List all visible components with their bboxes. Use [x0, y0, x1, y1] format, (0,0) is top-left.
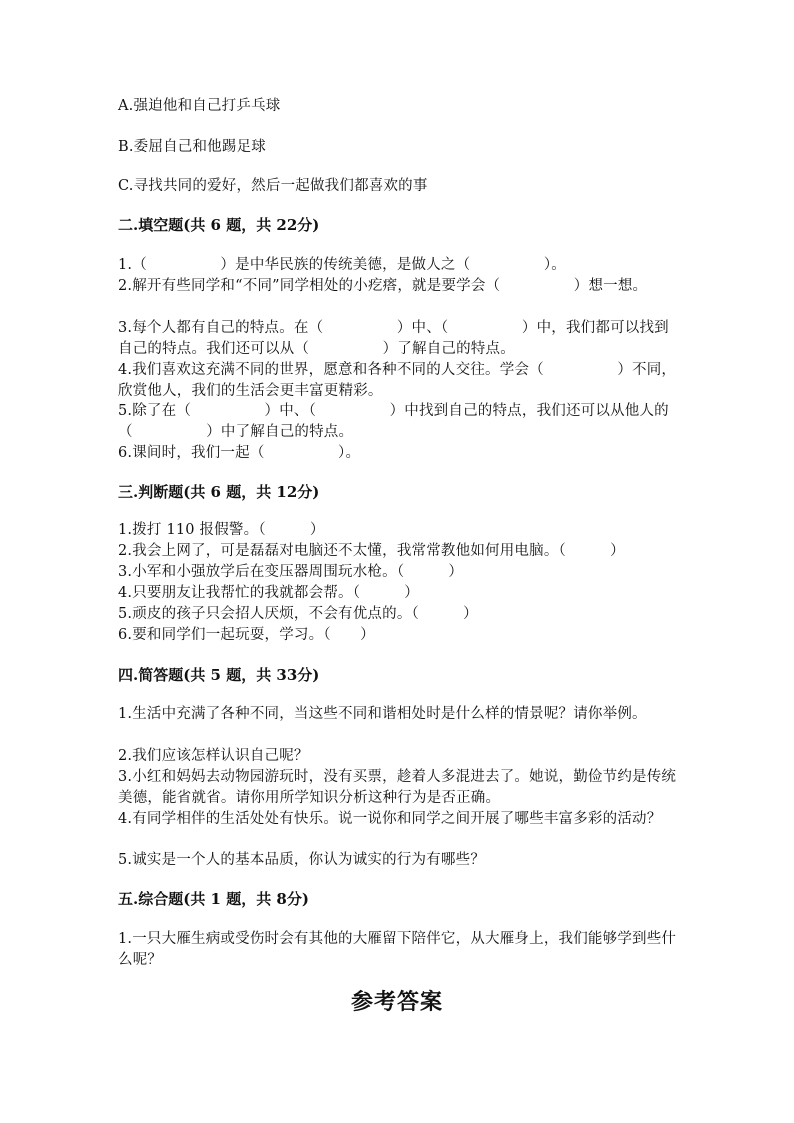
short-answer-question: 5.诚实是一个人的基本品质，你认为诚实的行为有哪些？ [118, 852, 486, 868]
fill-in-question: 1.（ ）是中华民族的传统美德，是做人之（ ）。 [118, 257, 566, 273]
section-heading-comprehensive: 五.综合题(共 1 题，共 8分) [118, 890, 309, 908]
option-b: B.委屈自己和他踢足球 [118, 139, 266, 155]
fill-in-question: 5.除了在（ ）中、（ ）中找到自己的特点，我们还可以从他人的（ ）中了解自己的特点。 [118, 403, 669, 440]
true-false-question: 1.拨打 110 报假警。（ ） [118, 522, 325, 538]
true-false-question: 4.只要朋友让我帮忙的我就都会帮。（ ） [118, 585, 419, 601]
fill-in-question: 3.每个人都有自己的特点。在（ ）中、（ ）中，我们都可以找到自己的特点。我们还可以从（ ）了解自己的特点。 [118, 320, 669, 357]
option-a: A.强迫他和自己打乒乓球 [118, 98, 281, 114]
fill-in-question: 6.课间时，我们一起（ ）。 [118, 445, 361, 461]
section-heading-fill-in: 二.填空题(共 6 题，共 22分) [118, 216, 320, 234]
fill-in-question: 4.我们喜欢这充满不同的世界，愿意和各种不同的人交往。学会（ ）不同，欣赏他人，我们的生活会更丰富更精彩。 [118, 362, 677, 399]
true-false-question: 5.顽皮的孩子只会招人厌烦，不会有优点的。（ ） [118, 606, 478, 622]
true-false-question: 2.我会上网了，可是磊磊对电脑还不太懂，我常常教他如何用电脑。（ ） [118, 543, 625, 559]
true-false-question: 3.小军和小强放学后在变压器周围玩水枪。（ ） [118, 564, 464, 580]
short-answer-question: 2.我们应该怎样认识自己呢？ [118, 748, 309, 764]
answer-key-title: 参考答案 [350, 989, 443, 1015]
section-heading-true-false: 三.判断题(共 6 题，共 12分) [118, 483, 320, 501]
fill-in-question: 2.解开有些同学和“不同”同学相处的小疙瘩，就是要学会（ ）想一想。 [118, 278, 648, 294]
comprehensive-question: 1.一只大雁生病或受伤时会有其他的大雁留下陪伴它，从大雁身上，我们能够学到些什么呢？ [118, 931, 677, 968]
option-c: C.寻找共同的爱好，然后一起做我们都喜欢的事 [118, 178, 428, 194]
short-answer-question: 1.生活中充满了各种不同，当这些不同和谐相处时是什么样的情景呢？请你举例。 [118, 706, 647, 722]
short-answer-question: 3.小红和妈妈去动物园游玩时，没有买票，趁着人多混进去了。她说，勤俭节约是传统美德，能省就省。请你用所学知识分析这种行为是否正确。 [118, 769, 677, 806]
section-heading-short-answer: 四.简答题(共 5 题，共 33分) [118, 666, 320, 684]
short-answer-question: 4.有同学相伴的生活处处有快乐。说一说你和同学之间开展了哪些丰富多彩的活动？ [118, 811, 662, 827]
true-false-question: 6.要和同学们一起玩耍，学习。（ ） [118, 627, 375, 643]
